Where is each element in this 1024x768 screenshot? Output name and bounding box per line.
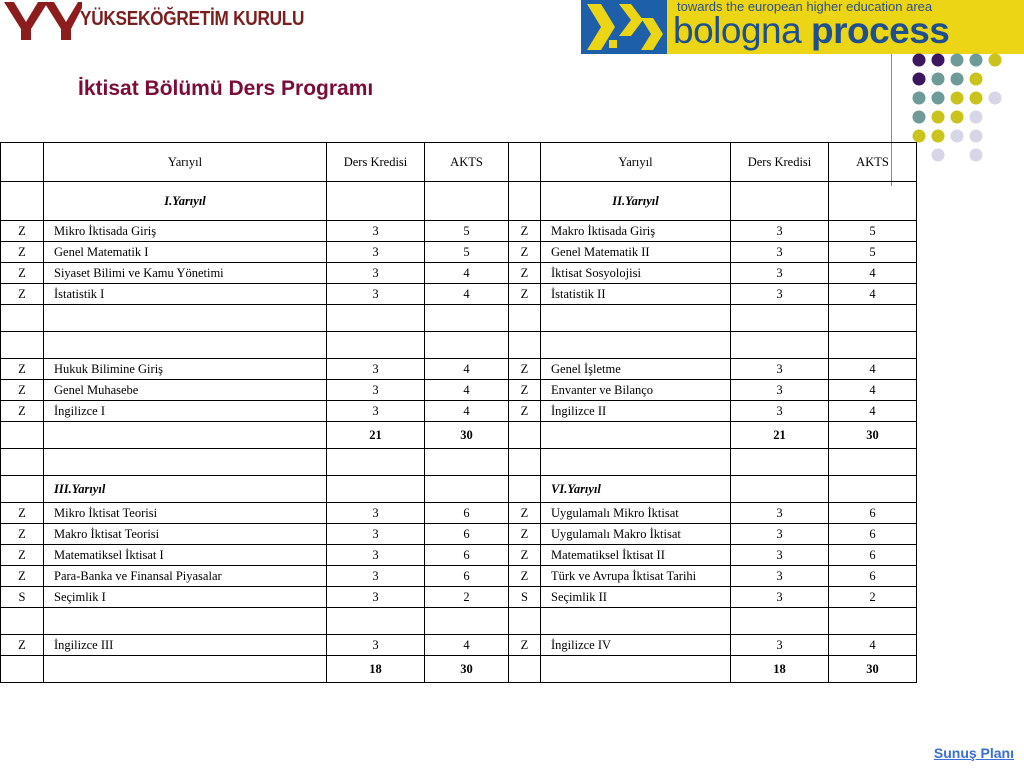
course-type-right: Z — [509, 566, 541, 587]
course-type-left: Z — [1, 284, 44, 305]
table-row — [1, 380, 917, 401]
course-credit-left: 3 — [327, 587, 425, 608]
course-type-left: Z — [1, 545, 44, 566]
course-name-left: İngilizce III — [44, 635, 327, 656]
table-header-row — [1, 143, 917, 182]
course-akts-right: 5 — [829, 221, 917, 242]
course-group-c — [1, 503, 917, 608]
course-type-left: Z — [1, 359, 44, 380]
course-type-left: Z — [1, 242, 44, 263]
course-name-right: Seçimlik II — [541, 587, 731, 608]
bologna-tagline: towards the european higher education area — [677, 0, 933, 14]
total-row — [1, 656, 917, 683]
course-type-left: Z — [1, 635, 44, 656]
course-name-left: Genel Muhasebe — [44, 380, 327, 401]
course-type-right: Z — [509, 359, 541, 380]
course-credit-left: 3 — [327, 503, 425, 524]
course-akts-right: 4 — [829, 359, 917, 380]
table-row — [1, 221, 917, 242]
course-name-left: Mikro İktisat Teorisi — [44, 503, 327, 524]
course-credit-right: 3 — [731, 524, 829, 545]
course-akts-left: 5 — [425, 221, 509, 242]
course-credit-left: 3 — [327, 635, 425, 656]
course-akts-left: 4 — [425, 635, 509, 656]
semester-label: II.Yarıyıl — [541, 182, 731, 221]
course-akts-right: 6 — [829, 566, 917, 587]
course-akts-right: 6 — [829, 545, 917, 566]
header-type-cell — [1, 143, 44, 182]
course-name-left: Seçimlik I — [44, 587, 327, 608]
course-name-left: İstatistik I — [44, 284, 327, 305]
course-name-right: Makro İktisada Giriş — [541, 221, 731, 242]
course-type-right: Z — [509, 524, 541, 545]
course-credit-right: 3 — [731, 545, 829, 566]
decorative-dots-icon — [908, 50, 1024, 170]
course-name-right: İngilizce II — [541, 401, 731, 422]
course-name-left: İngilizce I — [44, 401, 327, 422]
course-type-left: Z — [1, 380, 44, 401]
course-type-left: S — [1, 587, 44, 608]
bologna-wordmark — [673, 10, 949, 52]
bologna-word: bologna — [673, 10, 802, 51]
course-credit-left: 3 — [327, 524, 425, 545]
course-credit-right: 3 — [731, 359, 829, 380]
course-group-d — [1, 635, 917, 656]
yok-logo — [0, 0, 305, 44]
yok-logo-text: YÜKSEKÖĞRETİM KURULU — [80, 8, 305, 30]
header-credit-right: Ders Kredisi — [731, 143, 829, 182]
table-row — [1, 284, 917, 305]
course-credit-right: 3 — [731, 635, 829, 656]
course-name-right: Türk ve Avrupa İktisat Tarihi — [541, 566, 731, 587]
course-credit-left: 3 — [327, 242, 425, 263]
course-name-left: Matematiksel İktisat I — [44, 545, 327, 566]
course-name-left: Hukuk Bilimine Giriş — [44, 359, 327, 380]
table-row — [1, 635, 917, 656]
course-akts-right: 6 — [829, 524, 917, 545]
course-akts-right: 4 — [829, 284, 917, 305]
course-name-right: İktisat Sosyolojisi — [541, 263, 731, 284]
course-type-left: Z — [1, 221, 44, 242]
course-akts-left: 4 — [425, 401, 509, 422]
course-type-right: Z — [509, 221, 541, 242]
table-row — [1, 587, 917, 608]
bologna-pattern-icon — [581, 0, 667, 54]
header-type-cell — [509, 143, 541, 182]
blank-row — [1, 608, 917, 635]
course-name-left: Siyaset Bilimi ve Kamu Yönetimi — [44, 263, 327, 284]
course-type-left: Z — [1, 263, 44, 284]
table-row — [1, 263, 917, 284]
course-type-right: Z — [509, 263, 541, 284]
course-type-right: Z — [509, 284, 541, 305]
course-akts-right: 4 — [829, 380, 917, 401]
semester-label: VI.Yarıyıl — [541, 476, 731, 503]
semester-label: I.Yarıyıl — [44, 182, 327, 221]
course-type-left: Z — [1, 503, 44, 524]
course-credit-left: 3 — [327, 380, 425, 401]
course-type-right: Z — [509, 545, 541, 566]
course-akts-left: 5 — [425, 242, 509, 263]
course-credit-left: 3 — [327, 359, 425, 380]
course-type-left: Z — [1, 524, 44, 545]
course-name-left: Para-Banka ve Finansal Piyasalar — [44, 566, 327, 587]
total-row — [1, 422, 917, 449]
total-akts-right: 30 — [829, 656, 917, 683]
course-type-right: Z — [509, 503, 541, 524]
yok-mark-icon — [4, 2, 82, 40]
course-credit-right: 3 — [731, 503, 829, 524]
course-type-right: Z — [509, 401, 541, 422]
course-akts-left: 4 — [425, 284, 509, 305]
course-type-left: Z — [1, 401, 44, 422]
table-row — [1, 503, 917, 524]
header-akts-right: AKTS — [829, 143, 917, 182]
header-term-left: Yarıyıl — [44, 143, 327, 182]
course-type-right: S — [509, 587, 541, 608]
course-type-left: Z — [1, 566, 44, 587]
total-credit-right: 18 — [731, 656, 829, 683]
course-program-table — [0, 142, 917, 683]
blank-row — [1, 305, 917, 332]
table-row — [1, 545, 917, 566]
course-credit-right: 3 — [731, 587, 829, 608]
course-akts-left: 4 — [425, 380, 509, 401]
table-row — [1, 524, 917, 545]
total-credit-right: 21 — [731, 422, 829, 449]
course-name-right: Uygulamalı Makro İktisat — [541, 524, 731, 545]
bologna-process-banner — [581, 0, 1024, 54]
semester-row — [1, 476, 917, 503]
course-name-right: Genel Matematik II — [541, 242, 731, 263]
course-credit-right: 3 — [731, 242, 829, 263]
blank-row — [1, 449, 917, 476]
course-name-left: Mikro İktisada Giriş — [44, 221, 327, 242]
course-name-right: Envanter ve Bilanço — [541, 380, 731, 401]
course-akts-left: 4 — [425, 263, 509, 284]
course-akts-right: 4 — [829, 263, 917, 284]
course-akts-left: 6 — [425, 524, 509, 545]
course-credit-right: 3 — [731, 380, 829, 401]
course-akts-right: 4 — [829, 401, 917, 422]
course-group-b — [1, 359, 917, 422]
course-akts-right: 4 — [829, 635, 917, 656]
blank-row — [1, 332, 917, 359]
course-group-a — [1, 221, 917, 305]
course-name-left: Genel Matematik I — [44, 242, 327, 263]
course-credit-left: 3 — [327, 545, 425, 566]
course-credit-right: 3 — [731, 566, 829, 587]
course-credit-right: 3 — [731, 401, 829, 422]
course-credit-left: 3 — [327, 284, 425, 305]
sunus-plani-link[interactable]: Sunuş Planı — [933, 745, 1014, 761]
course-akts-left: 6 — [425, 503, 509, 524]
course-akts-left: 6 — [425, 545, 509, 566]
course-credit-left: 3 — [327, 566, 425, 587]
table-row — [1, 401, 917, 422]
header-credit-left: Ders Kredisi — [327, 143, 425, 182]
table-row — [1, 359, 917, 380]
course-credit-left: 3 — [327, 401, 425, 422]
total-credit-left: 18 — [327, 656, 425, 683]
course-name-left: Makro İktisat Teorisi — [44, 524, 327, 545]
course-credit-right: 3 — [731, 221, 829, 242]
semester-label: III.Yarıyıl — [44, 476, 327, 503]
course-akts-right: 6 — [829, 503, 917, 524]
course-type-right: Z — [509, 242, 541, 263]
table-row — [1, 242, 917, 263]
table-row — [1, 566, 917, 587]
course-type-right: Z — [509, 635, 541, 656]
course-credit-right: 3 — [731, 263, 829, 284]
course-credit-right: 3 — [731, 284, 829, 305]
total-akts-left: 30 — [425, 656, 509, 683]
course-akts-left: 4 — [425, 359, 509, 380]
course-name-right: İngilizce IV — [541, 635, 731, 656]
header-akts-left: AKTS — [425, 143, 509, 182]
course-credit-left: 3 — [327, 263, 425, 284]
course-type-right: Z — [509, 380, 541, 401]
course-akts-right: 2 — [829, 587, 917, 608]
semester-row — [1, 182, 917, 221]
course-name-right: Genel İşletme — [541, 359, 731, 380]
course-name-right: Uygulamalı Mikro İktisat — [541, 503, 731, 524]
total-akts-left: 30 — [425, 422, 509, 449]
process-word: process — [810, 10, 950, 51]
total-credit-left: 21 — [327, 422, 425, 449]
course-name-right: Matematiksel İktisat II — [541, 545, 731, 566]
header-term-right: Yarıyıl — [541, 143, 731, 182]
total-akts-right: 30 — [829, 422, 917, 449]
course-akts-right: 5 — [829, 242, 917, 263]
course-credit-left: 3 — [327, 221, 425, 242]
course-akts-left: 6 — [425, 566, 509, 587]
course-akts-left: 2 — [425, 587, 509, 608]
page-title: İktisat Bölümü Ders Programı — [78, 77, 374, 100]
course-name-right: İstatistik II — [541, 284, 731, 305]
